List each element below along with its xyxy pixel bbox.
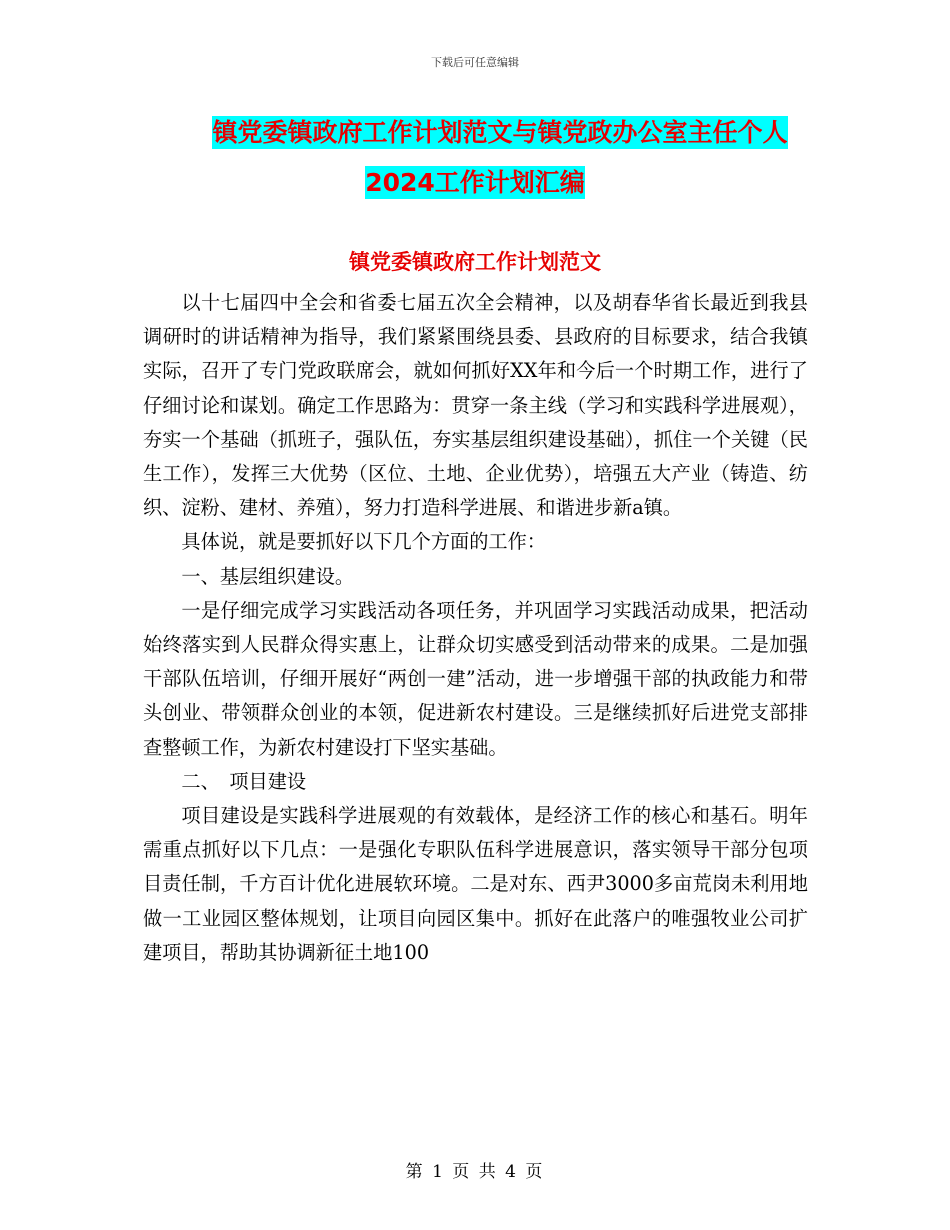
paragraph-overview: 具体说，就是要抓好以下几个方面的工作： — [181, 530, 546, 554]
title-line-1: 镇党委镇政府工作计划范文与镇党政办公室主任个人 — [212, 118, 788, 147]
title-line-1-wrapper — [0, 108, 950, 158]
section-title: 镇党委镇政府工作计划范文 — [349, 250, 601, 274]
title-line-2: 2024工作计划汇编 — [365, 168, 585, 197]
paragraph-intro: 以十七届四中全会和省委七届五次全会精神，以及胡春华省长最近到我县调研时的讲话精神为指导，我们紧紧围绕县委、县政府的目标要求，结合我镇实际，召开了专门党政联席会，就如何抓好XX年和今后一个时期工作，进行了仔细讨论和谋划。确定工作思路为：贯穿一条主线（学习和实践科学进展观），夯实一个基础（抓班子，强队伍，夯实基层组织建设基础），抓住一个关键（民生工作），发挥三大优势（区位、土地、企业优势），培强五大产业（铸造、纺织、淀粉、建材、养殖），努力打造科学进展、和谐进步新a镇。 — [143, 291, 808, 520]
document-body — [143, 286, 808, 970]
page-header-note: 下载后可任意编辑 — [431, 56, 519, 69]
heading-grassroots: 一、基层组织建设。 — [181, 564, 355, 588]
paragraph-grassroots: 一是仔细完成学习实践活动各项任务，并巩固学习实践活动成果，把活动始终落实到人民群众得实惠上，让群众切实感受到活动带来的成果。二是加强干部队伍培训，仔细开展好“两创一建”活动，进一步增强干部的执政能力和带头创业、带领群众创业的本领，促进新农村建设。三是继续抓好后进党支部排查整顿工作，为新农村建设打下坚实基础。 — [143, 598, 808, 759]
title-line-2-wrapper — [0, 158, 950, 208]
paragraph-projects: 项目建设是实践科学进展观的有效载体，是经济工作的核心和基石。明年需重点抓好以下几点：一是强化专职队伍科学进展意识，落实领导干部分包项目责任制，千方百计优化进展软环境。二是对东、西尹3000多亩荒岗未利用地做一工业园区整体规划，让项目向园区集中。抓好在此落户的唯强牧业公司扩建项目，帮助其协调新征土地100 — [143, 804, 808, 964]
page-number: 第 1 页 共 4 页 — [405, 1162, 545, 1182]
heading-projects: 二、 项目建设 — [181, 769, 307, 793]
document-title — [0, 108, 950, 208]
